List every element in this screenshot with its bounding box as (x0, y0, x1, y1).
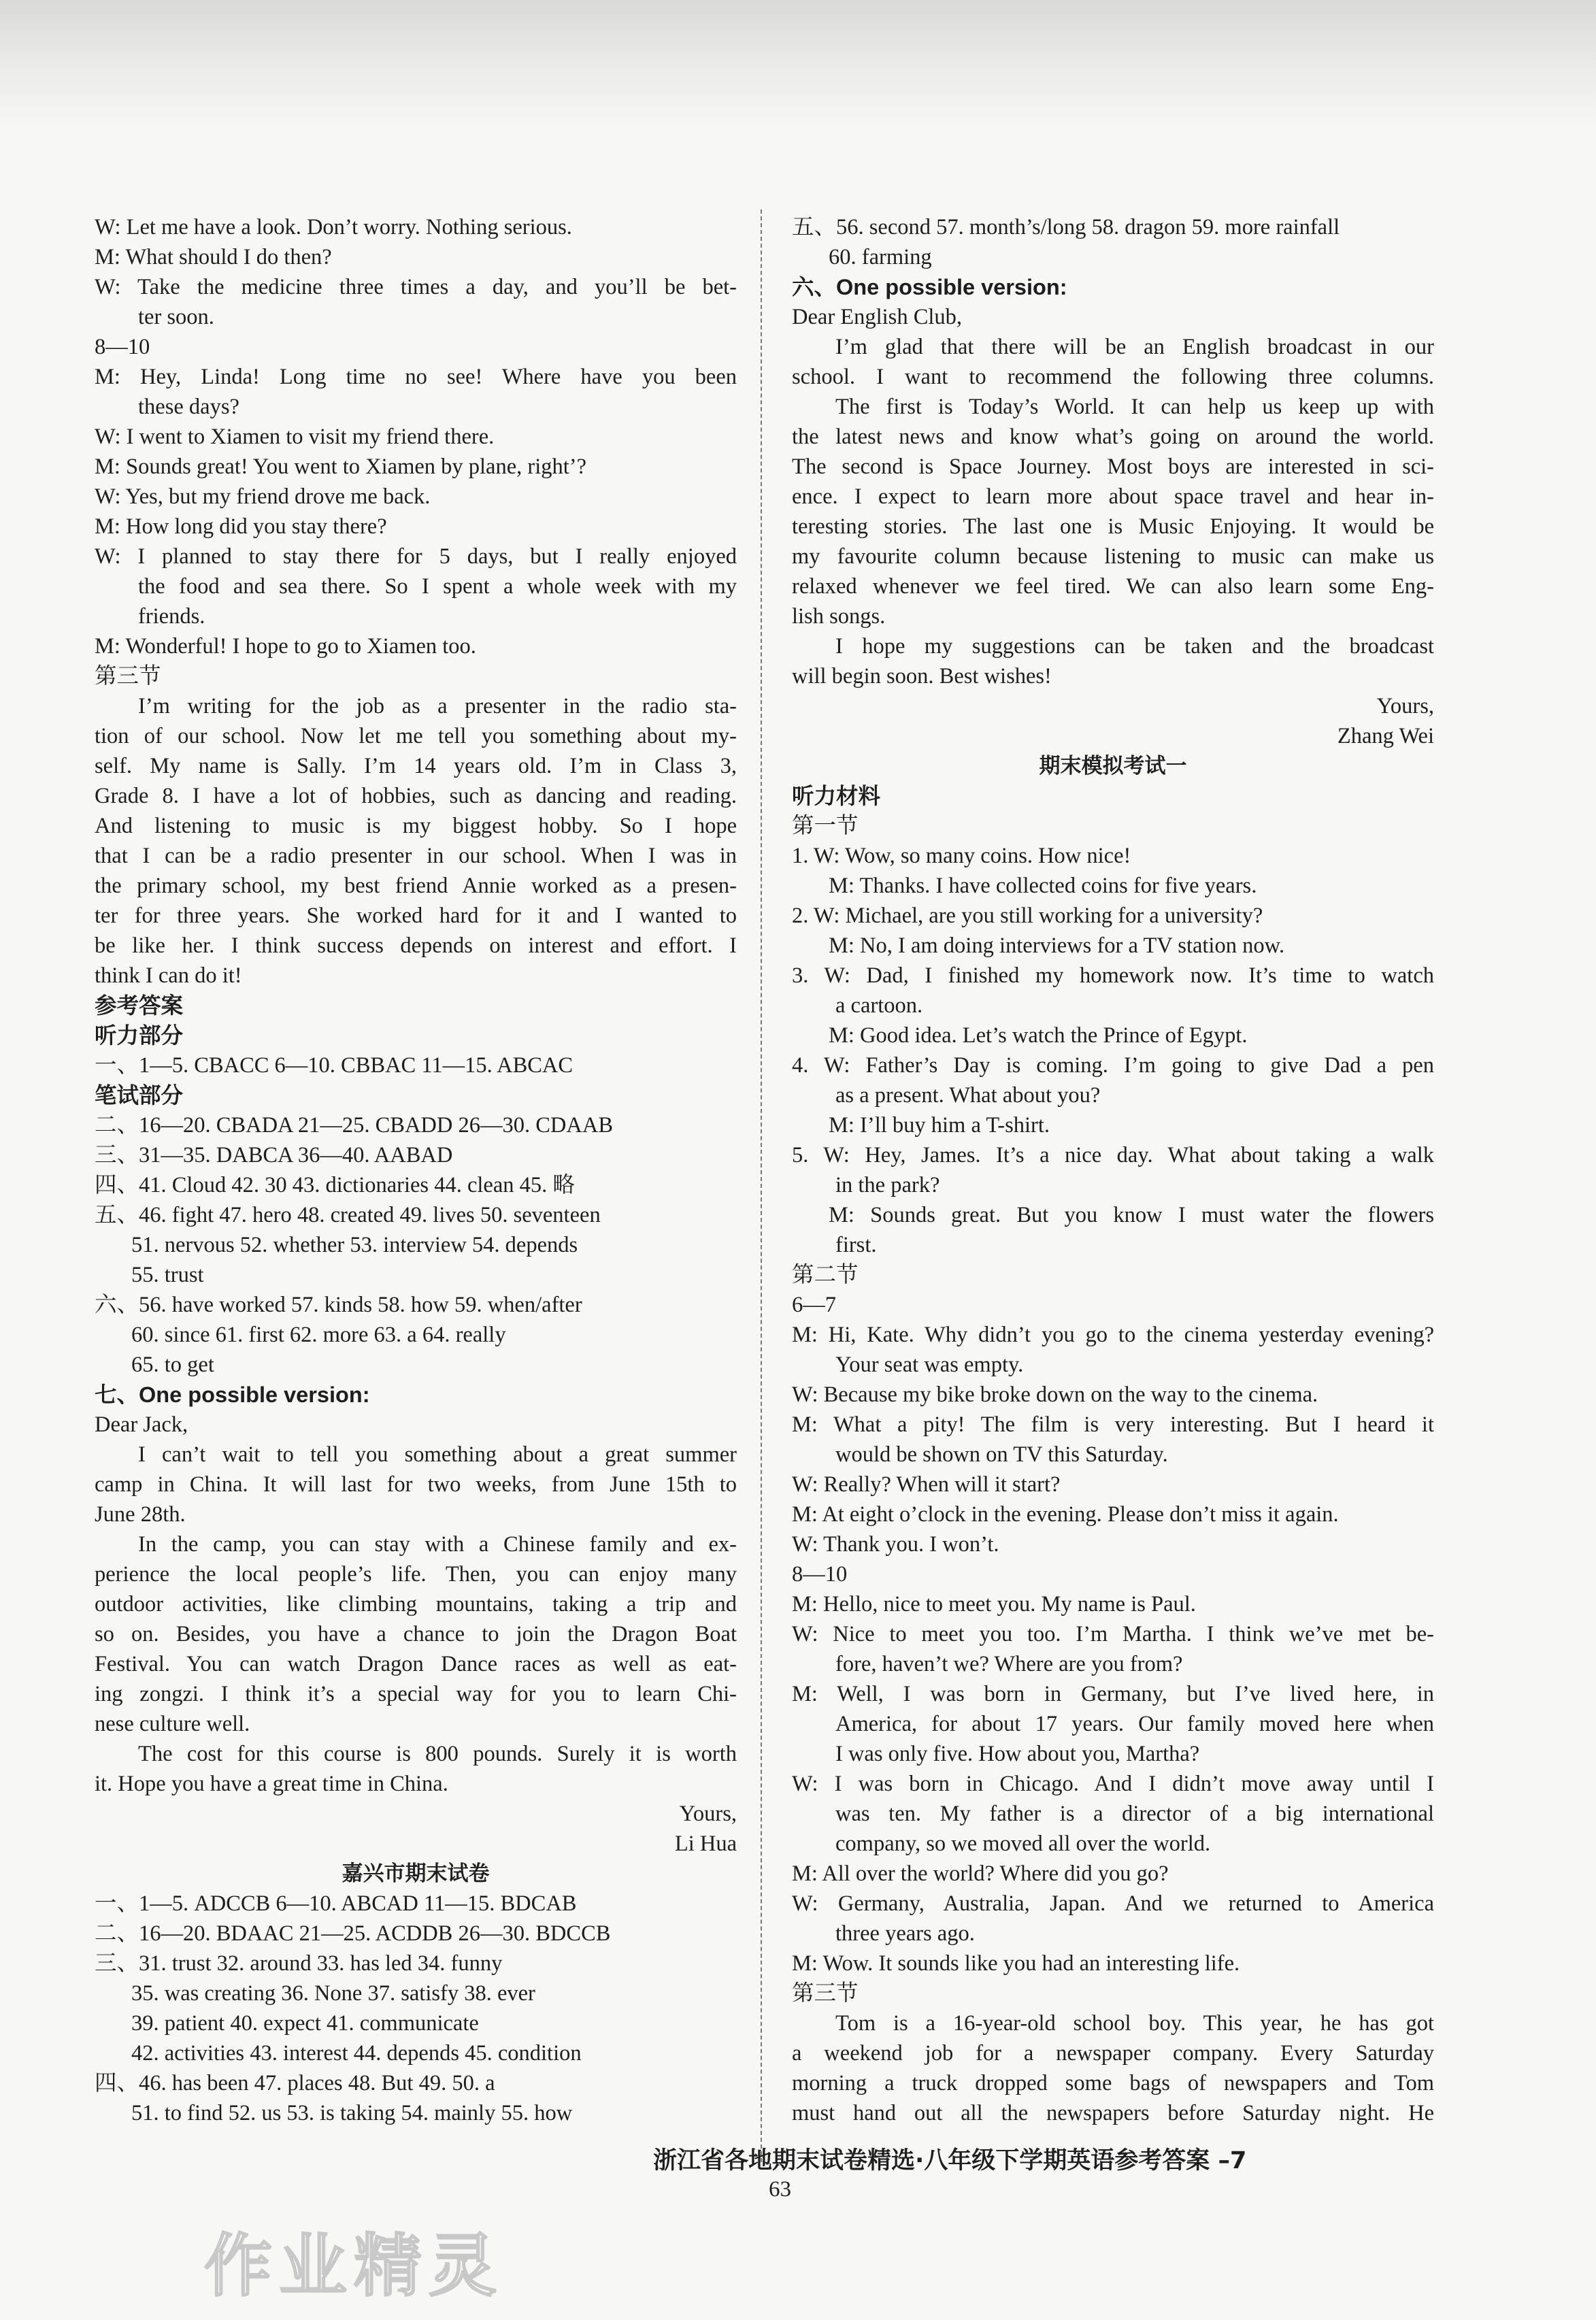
text-line: W: Nice to meet you too. I’m Martha. I think we’ve met be- (792, 1622, 1434, 1646)
text-line: ter soon. (138, 305, 214, 329)
text-line: Grade 8. I have a lot of hobbies, such as dancing and reading. (95, 784, 737, 808)
text-line: M: All over the world? Where did you go? (792, 1861, 1169, 1886)
text-line: lish songs. (792, 604, 886, 629)
page-footer: 浙江省各地期末试卷精选·八年级下学期英语参考答案 –7 (653, 2147, 1247, 2174)
text-line: a weekend job for a newspaper company. Every Saturday (792, 2041, 1434, 2066)
text-line: the latest news and know what’s going on around the world. (792, 425, 1434, 449)
text-line: so on. Besides, you have a chance to join the Dragon Boat (95, 1622, 737, 1646)
text-line: 一、1—5. CBACC 6—10. CBBAC 11—15. ABCAC (95, 1053, 573, 1078)
text-line: 第三节 (792, 1981, 859, 2006)
text-line: 60. farming (829, 245, 932, 269)
text-line: I can’t wait to tell you something about a great summer (138, 1442, 737, 1467)
text-line: M: No, I am doing interviews for a TV station now. (829, 933, 1285, 958)
text-line: M: Well, I was born in Germany, but I’ve lived here, in (792, 1682, 1434, 1706)
text-line: I’m writing for the job as a presenter in the radio sta- (138, 694, 737, 718)
text-line: M: Wow. It sounds like you had an interesting life. (792, 1951, 1240, 1976)
text-line: 笔试部分 (95, 1083, 184, 1108)
text-line: first. (835, 1233, 877, 1257)
text-line: Dear English Club, (792, 305, 963, 329)
text-line: W: I planned to stay there for 5 days, but I really enjoyed (95, 544, 737, 569)
text-line: M: Sounds great. But you know I must water the flowers (829, 1203, 1434, 1227)
text-line: camp in China. It will last for two weeks, from June 15th to (95, 1472, 737, 1497)
text-line: be like her. I think success depends on interest and effort. I (95, 933, 737, 958)
text-line: 60. since 61. first 62. more 63. a 64. really (131, 1323, 506, 1347)
text-line: tion of our school. Now let me tell you something about my- (95, 724, 737, 748)
scan-top-band (0, 0, 1596, 129)
text-line: M: How long did you stay there? (95, 514, 387, 539)
text-line: Your seat was empty. (835, 1353, 1024, 1377)
text-line: W: I went to Xiamen to visit my friend there. (95, 425, 495, 449)
page-number: 63 (769, 2177, 791, 2202)
text-line: a cartoon. (835, 993, 923, 1018)
text-line: 七、One possible version: (95, 1382, 370, 1407)
text-line: 8—10 (95, 335, 150, 359)
watermark: 作业精灵 (204, 2226, 503, 2306)
text-line: I hope my suggestions can be taken and the broadcast (835, 634, 1434, 659)
text-line: 1. W: Wow, so many coins. How nice! (792, 844, 1131, 868)
text-line: would be shown on TV this Saturday. (835, 1442, 1168, 1467)
text-line: Yours, (679, 1802, 737, 1826)
text-line: The cost for this course is 800 pounds. Surely it is worth (138, 1742, 737, 1766)
text-line: The second is Space Journey. Most boys are interested in sci- (792, 454, 1434, 479)
text-line: 听力材料 (792, 784, 881, 808)
text-line: M: Sounds great! You went to Xiamen by plane, right’? (95, 454, 587, 479)
text-line: June 28th. (95, 1502, 186, 1527)
text-line: that I can be a radio presenter in our school. When I was in (95, 844, 737, 868)
text-line: M: I’ll buy him a T-shirt. (829, 1113, 1050, 1138)
text-line: 六、56. have worked 57. kinds 58. how 59. when/after (95, 1293, 582, 1317)
text-line: ing zongzi. I think it’s a special way for you to learn Chi- (95, 1682, 737, 1706)
text-line: morning a truck dropped some bags of newspapers and Tom (792, 2071, 1434, 2095)
text-line: M: Thanks. I have collected coins for five years. (829, 874, 1257, 898)
text-line: ence. I expect to learn more about space travel and hear in- (792, 484, 1434, 509)
text-line: W: Really? When will it start? (792, 1472, 1061, 1497)
text-line: friends. (138, 604, 205, 629)
text-line: 第二节 (792, 1263, 859, 1287)
text-line: 四、41. Cloud 42. 30 43. dictionaries 44. clean 45. 略 (95, 1173, 575, 1197)
text-line: 参考答案 (95, 993, 184, 1018)
text-line: W: I was born in Chicago. And I didn’t move away until I (792, 1772, 1434, 1796)
text-line: W: Take the medicine three times a day, and you’ll be bet- (95, 275, 737, 299)
text-line: was ten. My father is a director of a big international (835, 1802, 1434, 1826)
right-column (792, 212, 1434, 2128)
text-line: 51. to find 52. us 53. is taking 54. mainly 55. how (131, 2101, 573, 2125)
text-line: the primary school, my best friend Annie worked as a presen- (95, 874, 737, 898)
text-line: 听力部分 (95, 1023, 184, 1048)
text-line: 35. was creating 36. None 37. satisfy 38. ever (131, 1981, 535, 2006)
text-line: ter for three years. She worked hard for it and I wanted to (95, 904, 737, 928)
text-line: M: Hello, nice to meet you. My name is Paul. (792, 1592, 1196, 1617)
text-line: 一、1—5. ADCCB 6—10. ABCAD 11—15. BDCAB (95, 1891, 577, 1916)
text-line: M: Good idea. Let’s watch the Prince of Egypt. (829, 1023, 1248, 1048)
text-line: 五、56. second 57. month’s/long 58. dragon 59. more rainfall (792, 215, 1340, 239)
text-line: W: Germany, Australia, Japan. And we returned to America (792, 1891, 1434, 1916)
text-line: M: Hey, Linda! Long time no see! Where have you been (95, 365, 737, 389)
left-column (95, 212, 737, 2128)
text-line: In the camp, you can stay with a Chinese family and ex- (138, 1532, 737, 1557)
text-line: 第一节 (792, 814, 859, 838)
text-line: Festival. You can watch Dragon Dance races as well as eat- (95, 1652, 737, 1676)
text-line: 5. W: Hey, James. It’s a nice day. What about taking a walk (792, 1143, 1434, 1167)
text-line: Li Hua (674, 1832, 737, 1856)
text-line: M: What a pity! The film is very interesting. But I heard it (792, 1412, 1434, 1437)
text-line: think I can do it! (95, 963, 242, 988)
text-line: W: Yes, but my friend drove me back. (95, 484, 431, 509)
text-line: I was only five. How about you, Martha? (835, 1742, 1200, 1766)
text-line: these days? (138, 395, 239, 419)
text-line: 4. W: Father’s Day is coming. I’m going to give Dad a pen (792, 1053, 1434, 1078)
text-line: I’m glad that there will be an English broadcast in our (835, 335, 1434, 359)
text-line: 2. W: Michael, are you still working for a university? (792, 904, 1263, 928)
text-line: Yours, (1376, 694, 1434, 718)
text-line: 65. to get (131, 1353, 214, 1377)
text-line: perience the local people’s life. Then, you can enjoy many (95, 1562, 737, 1587)
text-line: And listening to music is my biggest hobby. So I hope (95, 814, 737, 838)
text-line: W: Let me have a look. Don’t worry. Nothing serious. (95, 215, 572, 239)
text-line: the food and sea there. So I spent a whole week with my (138, 574, 737, 599)
text-line: The first is Today’s World. It can help us keep up with (835, 395, 1434, 419)
text-line: in the park? (835, 1173, 940, 1197)
text-line: 四、46. has been 47. places 48. But 49. 50. a (95, 2071, 495, 2095)
text-line: fore, haven’t we? Where are you from? (835, 1652, 1183, 1676)
text-line: 39. patient 40. expect 41. communicate (131, 2011, 479, 2036)
text-line: 六、One possible version: (792, 275, 1067, 299)
text-line: teresting stories. The last one is Music Enjoying. It would be (792, 514, 1434, 539)
column-divider (761, 210, 762, 2162)
text-line: W: Thank you. I won’t. (792, 1532, 999, 1557)
text-line: 第三节 (95, 664, 161, 689)
text-line: must hand out all the newspapers before Saturday night. He (792, 2101, 1434, 2125)
text-line: 6—7 (792, 1293, 836, 1317)
text-line: relaxed whenever we feel tired. We can also learn some Eng- (792, 574, 1434, 599)
text-line: 42. activities 43. interest 44. depends 45. condition (131, 2041, 582, 2066)
text-line: 3. W: Dad, I finished my homework now. It’s time to watch (792, 963, 1434, 988)
text-line: will begin soon. Best wishes! (792, 664, 1052, 689)
text-line: 五、46. fight 47. hero 48. created 49. lives 50. seventeen (95, 1203, 601, 1227)
text-line: 55. trust (131, 1263, 204, 1287)
text-line: 三、31—35. DABCA 36—40. AABAD (95, 1143, 453, 1167)
text-line: school. I want to recommend the following three columns. (792, 365, 1434, 389)
text-line: M: What should I do then? (95, 245, 332, 269)
text-line: 51. nervous 52. whether 53. interview 54. depends (131, 1233, 578, 1257)
text-line: Zhang Wei (1337, 724, 1434, 748)
text-line: 三、31. trust 32. around 33. has led 34. funny (95, 1951, 503, 1976)
text-line: Dear Jack, (95, 1412, 188, 1437)
text-line: company, so we moved all over the world. (835, 1832, 1211, 1856)
text-line: M: Hi, Kate. Why didn’t you go to the cinema yesterday evening? (792, 1323, 1434, 1347)
text-line: America, for about 17 years. Our family moved here when (835, 1712, 1434, 1736)
text-line: 二、16—20. BDAAC 21—25. ACDDB 26—30. BDCCB (95, 1921, 611, 1946)
text-line: 期末模拟考试一 (1039, 754, 1187, 778)
text-line: nese culture well. (95, 1712, 250, 1736)
text-line: as a present. What about you? (835, 1083, 1101, 1108)
text-line: Tom is a 16-year-old school boy. This year, he has got (835, 2011, 1434, 2036)
text-line: W: Because my bike broke down on the way to the cinema. (792, 1382, 1318, 1407)
text-line: my favourite column because listening to music can make us (792, 544, 1434, 569)
text-line: self. My name is Sally. I’m 14 years old. I’m in Class 3, (95, 754, 737, 778)
text-line: M: At eight o’clock in the evening. Please don’t miss it again. (792, 1502, 1339, 1527)
text-line: outdoor activities, like climbing mountains, taking a trip and (95, 1592, 737, 1617)
text-line: 二、16—20. CBADA 21—25. CBADD 26—30. CDAAB (95, 1113, 614, 1138)
text-line: it. Hope you have a great time in China. (95, 1772, 448, 1796)
text-line: M: Wonderful! I hope to go to Xiamen too. (95, 634, 476, 659)
text-line: three years ago. (835, 1921, 975, 1946)
text-line: 嘉兴市期末试卷 (342, 1861, 490, 1886)
text-line: 8—10 (792, 1562, 848, 1587)
